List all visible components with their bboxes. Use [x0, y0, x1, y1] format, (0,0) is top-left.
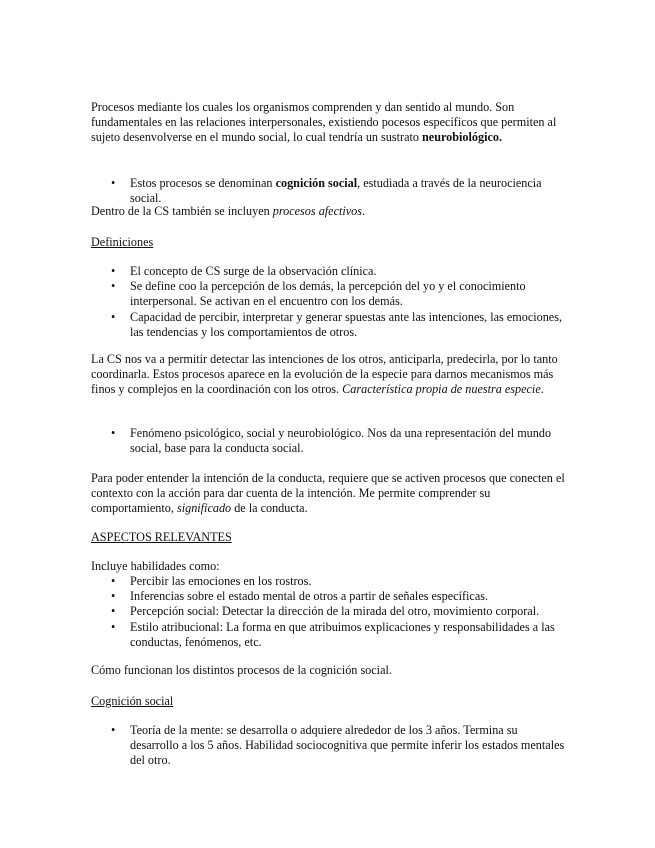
- definiciones-heading: Definiciones: [91, 235, 154, 249]
- bullet-icon: •: [111, 723, 116, 737]
- bullet-icon: •: [111, 264, 116, 278]
- italic-term: procesos afectivos: [272, 204, 363, 218]
- bullet-icon: •: [111, 574, 116, 588]
- bullet-icon: •: [111, 589, 116, 604]
- list-item: • El concepto de CS surge de la observación clínica.: [111, 264, 377, 278]
- aspectos-heading: ASPECTOS RELEVANTES: [91, 530, 232, 544]
- cognicion-social-bullet-list: [91, 176, 569, 206]
- como-funcionan-line: Cómo funcionan los distintos procesos de la cognición social.: [91, 663, 392, 677]
- list-item: • Percepción social: Detectar la dirección de la mirada del otro, movimiento corporal.: [111, 604, 540, 619]
- bullet-icon: •: [111, 426, 116, 440]
- aspectos-lead: Incluye habilidades como:: [91, 559, 220, 573]
- bullet-icon: •: [111, 619, 116, 634]
- list-item: • Capacidad de percibir, interpretar y generar spuestas ante las intenciones, las emociones, las tendencias y los comportamientos de otros.: [111, 309, 562, 339]
- cs-paragraph: La CS nos va a permitir detectar las intenciones de los otros, anticiparla, predecirla, por lo tanto coordinarla. Estos procesos aparece en la evolución de la especie para darnos mecanismos más finos y complejos en la coordinación con los otros. Característica propia de nuestra especie.: [91, 352, 558, 397]
- bold-term: cognición social: [275, 176, 358, 190]
- italic-phrase: Característica propia de nuestra especie: [342, 382, 541, 397]
- list-item: • Se define coo la percepción de los demás, la percepción del yo y el conocimiento interpersonal. Se activan en el encuentro con los demás.: [111, 279, 526, 309]
- list-item: • Fenómeno psicológico, social y neurobiológico. Nos da una representación del mundo social, base para la conducta social.: [111, 426, 552, 456]
- bullet-icon: •: [111, 604, 116, 619]
- list-item: • Teoría de la mente: se desarrolla o adquiere alrededor de los 3 años. Termina su desarrollo a los 5 años. Habilidad sociocognitiva que permite inferir los estados mentales del otro.: [111, 723, 565, 768]
- bullet-icon: •: [111, 279, 116, 294]
- bullet-icon: •: [111, 176, 116, 190]
- italic-term: significado: [176, 501, 232, 516]
- aspectos-list: [91, 574, 569, 650]
- bullet-icon: •: [111, 309, 116, 324]
- intro-paragraph: Procesos mediante los cuales los organismos comprenden y dan sentido al mundo. Son fundamentales en las relaciones interpersonales, existiendo pocesos específicos que permiten al sujeto desenvolverse en el mundo social, lo cual tendría un sustrato neurobiológico.: [91, 100, 557, 145]
- list-item: • Inferencias sobre el estado mental de otros a partir de señales específicas.: [111, 589, 489, 604]
- fenomeno-list: [91, 426, 569, 456]
- intencion-paragraph: Para poder entender la intención de la conducta, requiere que se activen procesos que conecten el contexto con la acción para dar cuenta de la intención. Me permite comprender su comportamiento, significado de la conducta.: [91, 471, 565, 516]
- cs-afectivos-line: Dentro de la CS también se incluyen procesos afectivos.: [91, 204, 366, 218]
- list-item: • Estos procesos se denominan cognición social, estudiada a través de la neurociencia social.: [111, 176, 542, 206]
- list-item: • Estilo atribucional: La forma en que atribuimos explicaciones y responsabilidades a las conductas, fenómenos, etc.: [111, 619, 555, 649]
- cognicion-social-list: [91, 723, 569, 769]
- cognicion-social-heading: Cognición social: [91, 694, 174, 708]
- intro-bold-term: neurobiológico.: [422, 130, 503, 145]
- definiciones-list: [91, 264, 569, 340]
- list-item: • Percibir las emociones en los rostros.: [111, 574, 312, 588]
